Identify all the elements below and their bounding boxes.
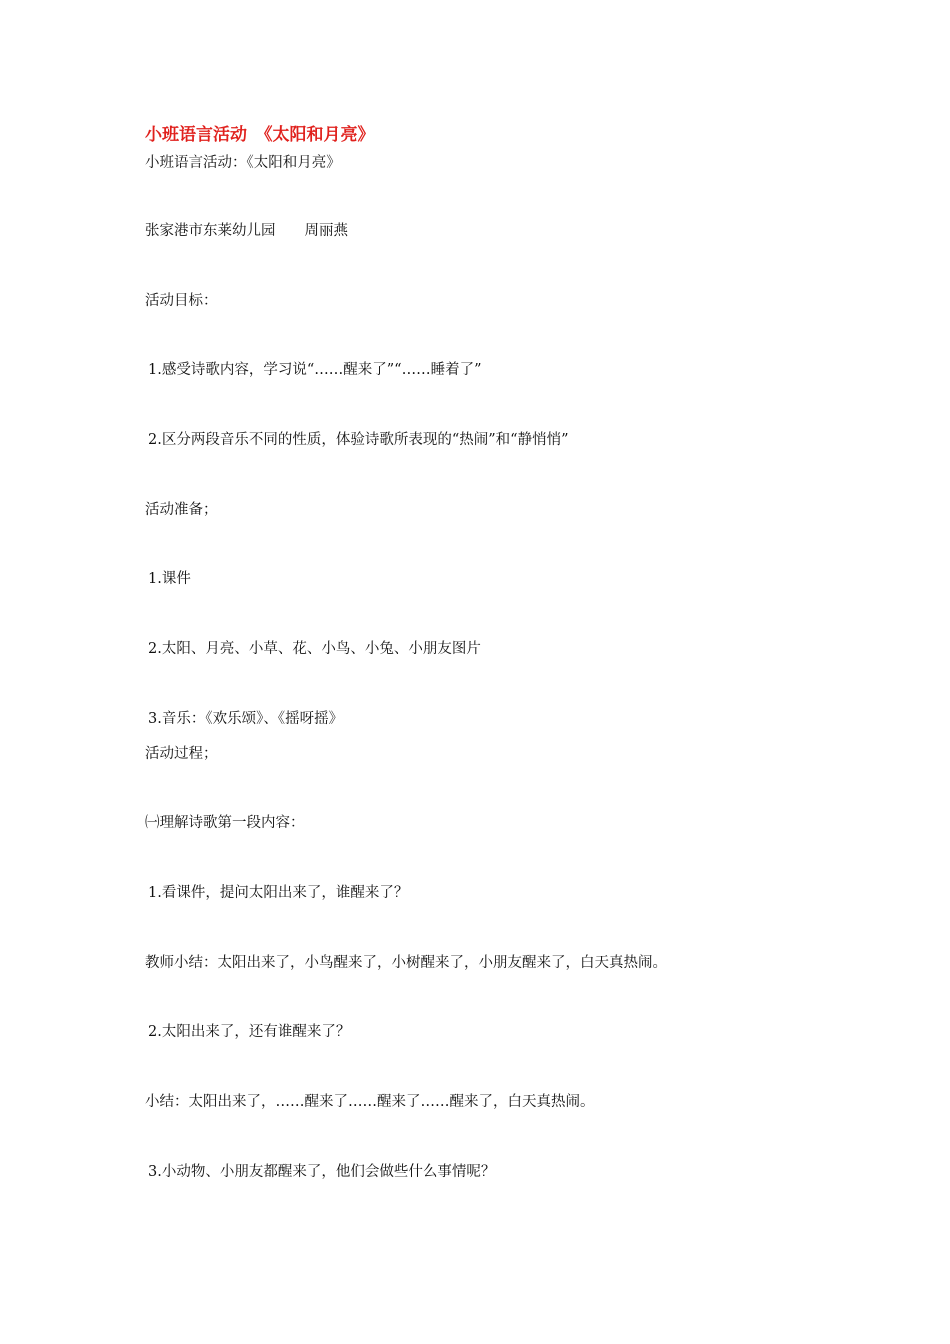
- prep-heading: 活动准备；: [145, 502, 218, 518]
- document-subtitle: 小班语言活动：《太阳和月亮》: [145, 155, 341, 171]
- summary-1: 教师小结：太阳出来了，小鸟醒来了，小树醒来了，小朋友醒来了，白天真热闹。: [145, 955, 667, 971]
- process-heading: 活动过程；: [145, 746, 218, 762]
- prep-item-2: 2.太阳、月亮、小草、花、小鸟、小兔、小朋友图片: [148, 641, 481, 657]
- goals-heading: 活动目标：: [145, 293, 218, 309]
- document-title: 小班语言活动 《太阳和月亮》: [145, 125, 375, 145]
- section-1-heading: ㈠理解诗歌第一段内容：: [145, 815, 305, 831]
- summary-2: 小结：太阳出来了，……醒来了……醒来了……醒来了，白天真热闹。: [145, 1094, 595, 1110]
- step-1: 1.看课件，提问太阳出来了，谁醒来了？: [148, 885, 409, 901]
- prep-item-3: 3.音乐：《欢乐颂》、《摇呀摇》: [148, 711, 344, 727]
- step-2: 2.太阳出来了，还有谁醒来了？: [148, 1024, 351, 1040]
- step-3: 3.小动物、小朋友都醒来了，他们会做些什么事情呢？: [148, 1164, 496, 1180]
- author-line: 张家港市东莱幼儿园 周丽燕: [145, 223, 348, 239]
- goal-item-1: 1.感受诗歌内容，学习说“……醒来了”“……睡着了”: [148, 362, 482, 378]
- goal-item-2: 2.区分两段音乐不同的性质，体验诗歌所表现的“热闹”和“静悄悄”: [148, 432, 569, 448]
- prep-item-1: 1.课件: [148, 571, 191, 587]
